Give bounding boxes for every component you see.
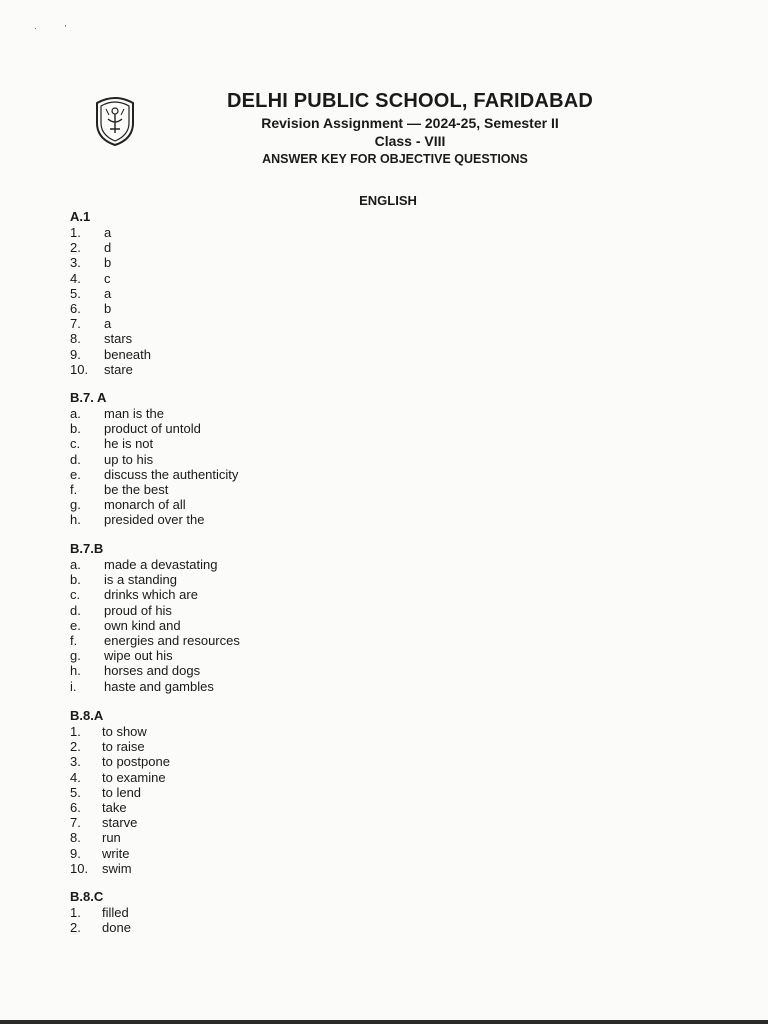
- scan-bottom-edge: [0, 1020, 768, 1024]
- list-item: i. haste and gambles: [70, 678, 214, 694]
- list-item: 10. swim: [70, 860, 132, 876]
- list-item: 9. beneath: [70, 346, 151, 362]
- list-item: a. man is the: [70, 406, 164, 421]
- assignment-title: Revision Assignment — 2024-25, Semester II: [261, 115, 559, 131]
- list-item: 3. b: [70, 255, 112, 271]
- list-item: 8. stars: [70, 331, 133, 347]
- list-item: 4. c: [70, 270, 111, 286]
- list-item: 2. to raise: [70, 739, 145, 755]
- section-title: A.1: [70, 209, 91, 224]
- list-item: e. discuss the authenticity: [70, 466, 239, 482]
- list-item: h. presided over the: [70, 512, 205, 528]
- class-label: Class - VIII: [374, 133, 446, 149]
- list-item: b. product of untold: [70, 421, 201, 437]
- list-item: 1. filled: [70, 905, 129, 920]
- list-item: 6. take: [70, 799, 127, 815]
- list-item: g. wipe out his: [70, 648, 173, 664]
- section-title: B.8.C: [70, 889, 104, 904]
- list-item: 7. a: [70, 316, 112, 332]
- section-a1: [70, 209, 151, 377]
- list-item: 6. b: [70, 300, 112, 316]
- list-item: 8. run: [70, 830, 121, 846]
- list-item: 10. stare: [70, 361, 133, 377]
- section-title: B.8.A: [70, 708, 104, 723]
- list-item: 1. a: [70, 225, 112, 240]
- section-title: B.7. A: [70, 390, 107, 405]
- scan-specks: ·’: [34, 24, 95, 33]
- school-crest-logo: [93, 95, 137, 147]
- list-item: e. own kind and: [70, 617, 181, 633]
- list-item: b. is a standing: [70, 572, 177, 588]
- list-item: f. energies and resources: [70, 632, 240, 648]
- list-item: g. monarch of all: [70, 497, 186, 513]
- list-item: 2. d: [70, 240, 112, 256]
- section-b7b: [70, 541, 240, 694]
- list-item: c. drinks which are: [70, 587, 198, 603]
- list-item: a. made a devastating: [70, 557, 218, 572]
- school-name: DELHI PUBLIC SCHOOL, FARIDABAD: [227, 90, 593, 112]
- subject-heading: ENGLISH: [359, 193, 417, 208]
- section-b8c: [70, 889, 131, 935]
- list-item: d. proud of his: [70, 602, 172, 618]
- section-b8a: [70, 708, 170, 876]
- list-item: 5. a: [70, 285, 112, 301]
- list-item: 4. to examine: [70, 769, 166, 785]
- list-item: c. he is not: [70, 436, 154, 452]
- list-item: f. be the best: [70, 481, 169, 497]
- answer-key-subtitle: ANSWER KEY FOR OBJECTIVE QUESTIONS: [262, 152, 528, 166]
- document-header: [150, 88, 630, 168]
- section-title: B.7.B: [70, 541, 104, 556]
- list-item: 3. to postpone: [70, 754, 170, 770]
- list-item: 5. to lend: [70, 784, 142, 800]
- list-item: 7. starve: [70, 815, 138, 831]
- list-item: h. horses and dogs: [70, 663, 201, 679]
- list-item: 9. write: [70, 845, 130, 861]
- list-item: 2. done: [70, 920, 131, 936]
- list-item: 1. to show: [70, 724, 147, 739]
- list-item: d. up to his: [70, 451, 154, 467]
- section-b7a: [70, 390, 238, 528]
